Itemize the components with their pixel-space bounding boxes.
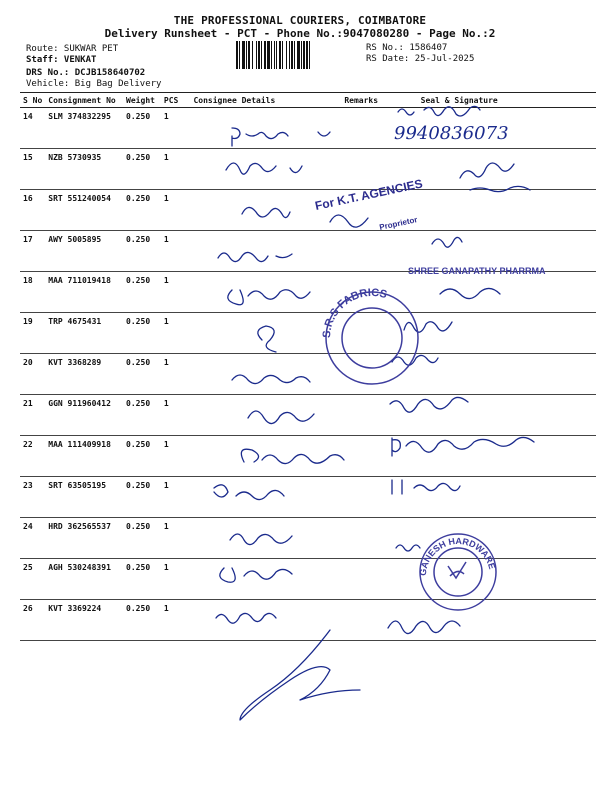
consignee-details-cell — [190, 559, 341, 600]
table-row — [20, 559, 596, 600]
seal-signature-cell — [395, 395, 596, 436]
weight-cell: 0.250 — [123, 231, 161, 272]
remarks-cell — [341, 395, 394, 436]
weight-cell: 0.250 — [123, 395, 161, 436]
pcs-cell: 1 — [161, 436, 191, 477]
table-row — [20, 190, 596, 231]
consignment-cell: SRT 63505195 — [45, 477, 123, 518]
consignment-cell: SLM 374832295 — [45, 108, 123, 149]
pcs-cell: 1 — [161, 272, 191, 313]
col-header: Consignment No — [45, 93, 123, 108]
seal-signature-cell — [395, 354, 596, 395]
table-row — [20, 600, 596, 641]
sno-cell: 20 — [20, 354, 45, 395]
route-label: Route: SUKWAR PET — [26, 44, 119, 54]
remarks-cell — [341, 559, 394, 600]
weight-cell: 0.250 — [123, 436, 161, 477]
weight-cell: 0.250 — [123, 190, 161, 231]
table-header-row — [20, 93, 596, 108]
pcs-cell: 1 — [161, 395, 191, 436]
pcs-cell: 1 — [161, 313, 191, 354]
staff-label: Staff: VENKAT — [26, 55, 97, 65]
pcs-cell: 1 — [161, 354, 191, 395]
sno-cell: 24 — [20, 518, 45, 559]
pcs-cell: 1 — [161, 518, 191, 559]
remarks-cell — [341, 600, 394, 641]
table-row — [20, 231, 596, 272]
consignee-details-cell — [190, 395, 341, 436]
runsheet-table — [20, 92, 596, 641]
runsheet-title: Delivery Runsheet - PCT - Phone No.:9047080280 - Page No.:2 — [104, 27, 496, 40]
seal-signature-cell — [395, 436, 596, 477]
consignment-cell: AGH 530248391 — [45, 559, 123, 600]
stamp-proprietor: Proprietor — [378, 215, 419, 232]
remarks-cell — [341, 190, 394, 231]
sno-cell: 26 — [20, 600, 45, 641]
table-row — [20, 477, 596, 518]
table-row — [20, 436, 596, 477]
consignee-details-cell — [190, 272, 341, 313]
handwritten-phone: 9940836073 — [394, 123, 509, 144]
stamp-ganesh-hardware-text: GANESH HARDWARE — [417, 535, 498, 577]
seal-signature-cell — [395, 477, 596, 518]
consignment-cell: NZB 5730935 — [45, 149, 123, 190]
consignment-cell: AWY 5005895 — [45, 231, 123, 272]
sno-cell: 19 — [20, 313, 45, 354]
table-row — [20, 108, 596, 149]
remarks-cell — [341, 477, 394, 518]
consignee-details-cell — [190, 108, 341, 149]
consignment-cell: KVT 3369224 — [45, 600, 123, 641]
barcode — [236, 41, 360, 69]
consignee-details-cell — [190, 149, 341, 190]
table-row — [20, 149, 596, 190]
consignee-details-cell — [190, 231, 341, 272]
remarks-cell — [341, 272, 394, 313]
seal-signature-cell — [395, 272, 596, 313]
consignment-cell: TRP 4675431 — [45, 313, 123, 354]
weight-cell: 0.250 — [123, 477, 161, 518]
seal-signature-cell — [395, 559, 596, 600]
consignee-details-cell — [190, 354, 341, 395]
sno-cell: 25 — [20, 559, 45, 600]
rs-no-label: RS No.: 1586407 — [366, 43, 448, 53]
consignment-cell: KVT 3368289 — [45, 354, 123, 395]
col-header: PCS — [161, 93, 191, 108]
sno-cell: 16 — [20, 190, 45, 231]
seal-signature-cell — [395, 518, 596, 559]
pcs-cell: 1 — [161, 108, 191, 149]
col-header: Weight — [123, 93, 161, 108]
sno-cell: 14 — [20, 108, 45, 149]
weight-cell: 0.250 — [123, 600, 161, 641]
seal-signature-cell — [395, 149, 596, 190]
weight-cell: 0.250 — [123, 354, 161, 395]
weight-cell: 0.250 — [123, 108, 161, 149]
col-header: Remarks — [341, 93, 394, 108]
pcs-cell: 1 — [161, 559, 191, 600]
drs-label: DRS No.: DCJB158640702 — [26, 68, 146, 78]
remarks-cell — [341, 436, 394, 477]
table-row — [20, 354, 596, 395]
pcs-cell: 1 — [161, 231, 191, 272]
col-header: Consignee Details — [190, 93, 341, 108]
signature-mark — [240, 630, 360, 720]
sno-cell: 18 — [20, 272, 45, 313]
consignment-cell: MAA 711019418 — [45, 272, 123, 313]
remarks-cell — [341, 108, 394, 149]
pcs-cell: 1 — [161, 477, 191, 518]
remarks-cell — [341, 149, 394, 190]
consignment-cell: GGN 911960412 — [45, 395, 123, 436]
sno-cell: 23 — [20, 477, 45, 518]
weight-cell: 0.250 — [123, 559, 161, 600]
seal-signature-cell — [395, 108, 596, 149]
vehicle-label: Vehicle: Big Bag Delivery — [26, 79, 162, 89]
table-row — [20, 518, 596, 559]
seal-signature-cell — [395, 231, 596, 272]
rs-date-label: RS Date: 25-Jul-2025 — [366, 54, 475, 64]
consignment-cell: HRD 362565537 — [45, 518, 123, 559]
seal-signature-cell — [395, 313, 596, 354]
sno-cell: 21 — [20, 395, 45, 436]
consignee-details-cell — [190, 600, 341, 641]
sno-cell: 22 — [20, 436, 45, 477]
table-row — [20, 395, 596, 436]
consignment-cell: MAA 111409918 — [45, 436, 123, 477]
weight-cell: 0.250 — [123, 272, 161, 313]
col-header: S No — [20, 93, 45, 108]
weight-cell: 0.250 — [123, 518, 161, 559]
stamp-kt-agencies: For K.T. AGENCIES — [313, 176, 424, 213]
consignee-details-cell — [190, 313, 341, 354]
remarks-cell — [341, 354, 394, 395]
pcs-cell: 1 — [161, 190, 191, 231]
seal-signature-cell — [395, 600, 596, 641]
sno-cell: 15 — [20, 149, 45, 190]
consignee-details-cell — [190, 190, 341, 231]
remarks-cell — [341, 313, 394, 354]
col-header: Seal & Signature — [395, 93, 596, 108]
pcs-cell: 1 — [161, 600, 191, 641]
consignee-details-cell — [190, 477, 341, 518]
weight-cell: 0.250 — [123, 149, 161, 190]
table-row — [20, 313, 596, 354]
remarks-cell — [341, 518, 394, 559]
table-row — [20, 272, 596, 313]
stamp-srs-fabrics-text: S.R.S FABRICS — [320, 286, 389, 339]
company-title: THE PROFESSIONAL COURIERS, COIMBATORE — [173, 14, 427, 27]
consignment-cell: SRT 551240054 — [45, 190, 123, 231]
remarks-cell — [341, 231, 394, 272]
weight-cell: 0.250 — [123, 313, 161, 354]
sno-cell: 17 — [20, 231, 45, 272]
seal-signature-cell — [395, 190, 596, 231]
stamp-shree-ganapathy: SHREE GANAPATHY PHARRMA — [408, 266, 546, 276]
consignee-details-cell — [190, 518, 341, 559]
pcs-cell: 1 — [161, 149, 191, 190]
consignee-details-cell — [190, 436, 341, 477]
